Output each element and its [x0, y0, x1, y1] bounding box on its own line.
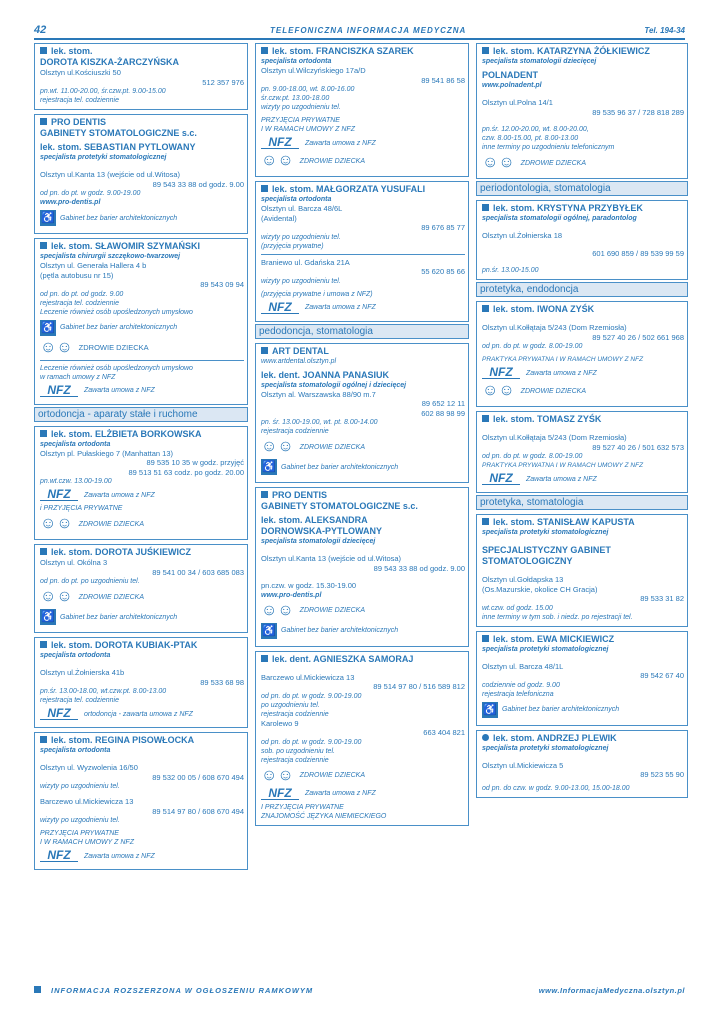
- listing-address-2: Barczewo ul.Mickiewicza 13: [40, 797, 134, 806]
- nfz-logo-icon: NFZ: [261, 137, 299, 149]
- listing-borkowska: [34, 426, 248, 541]
- listing-address: Olsztyn ul. Barcza 48/6L: [261, 204, 343, 213]
- kids-faces-icon: ☺☺: [40, 588, 73, 605]
- listing-phone-2: 602 88 98 99: [421, 408, 465, 418]
- listing-address: Olsztyn ul.Gołdapska 13: [482, 575, 564, 584]
- kids-health-label: ZDROWIE DZIECKA: [299, 607, 366, 614]
- nfz-logo-icon: NFZ: [482, 367, 520, 379]
- listing-address: Olsztyn ul.Kołłątaja 5/243 (Dom Rzemiosła): [482, 433, 627, 442]
- listing-language: ZNAJOMOŚĆ JĘZYKA NIEMIECKIEGO: [261, 812, 387, 820]
- listing-phone: 89 541 00 34 / 603 685 083: [152, 567, 244, 577]
- listing-phone: 89 542 67 40: [640, 671, 684, 680]
- listing-hours: od pn. do pt. w godz. 9.00-19.00: [40, 190, 141, 197]
- listing-registration: rejestracja codziennie: [261, 428, 329, 435]
- listing-phone: 89 676 85 77: [421, 223, 465, 232]
- listing-address-2: Karolewo 9: [261, 718, 299, 728]
- listing-private: I PRZYJĘCIA PRYWATNE: [261, 803, 344, 811]
- listing-phone: 89 533 31 82: [640, 594, 684, 603]
- nfz-contract-label: Zawarta umowa z NFZ: [305, 139, 376, 147]
- listing-address: Olsztyn pl. Pułaskiego 7 (Manhattan 13): [40, 448, 173, 458]
- bullet-square-icon: [482, 204, 489, 211]
- listing-specialty: specjalista chirurgii szczękowo-twarzowej: [40, 253, 181, 260]
- listing-note: Leczenie również osób upośledzonych umysłowo: [40, 308, 193, 316]
- wheelchair-icon: ♿: [41, 321, 55, 334]
- listing-title: lek. stom. SŁAWOMIR SZYMAŃSKI: [51, 241, 201, 251]
- section-header: protetyka, stomatologia: [476, 495, 688, 510]
- listing-registration: rejestracja tel. codziennie: [40, 299, 119, 307]
- listing-phone: 89 527 40 26 / 501 632 573: [592, 442, 684, 452]
- accessibility-note: Gabinet bez barier architektonicznych: [281, 463, 399, 471]
- listing-hours: pn. śr. 13.00-19.00, wt. pt. 8.00-14.00: [261, 419, 378, 426]
- listing-note: w ramach umowy z NFZ: [40, 373, 116, 381]
- nfz-contract-label: Zawarta umowa z NFZ: [305, 304, 376, 311]
- listing-hours: od pn. do pt. w godz. 8.00-19.00: [482, 343, 583, 350]
- listing-private: PRAKTYKA PRYWATNA I W RAMACH UMOWY Z NFZ: [482, 356, 644, 363]
- listing-plewik: [476, 730, 688, 798]
- bullet-square-icon: [34, 986, 41, 993]
- bullet-square-icon: [40, 548, 47, 555]
- header-phone: Tel. 194-34: [644, 26, 685, 35]
- listing-szymanski: [34, 238, 248, 405]
- listing-hours: od pn. do czw. w godz. 9.00-13.00, 15.00-18.00: [482, 784, 630, 792]
- listing-private-2: I W RAMACH UMOWY Z NFZ: [40, 839, 134, 846]
- listing-name: GABINETY STOMATOLOGICZNE s.c.: [40, 128, 197, 138]
- listing-registration: rejestracja tel. codziennie: [40, 97, 119, 104]
- kids-health-label: ZDROWIE DZIECKA: [299, 157, 366, 165]
- listing-pro-dentis-2: [255, 487, 469, 647]
- listing-phone-2: 89 513 51 63 codz. po godz. 20.00: [128, 467, 244, 477]
- bullet-square-icon: [40, 736, 47, 743]
- listing-visits: wizyty po uzgodnieniu tel.: [261, 233, 341, 241]
- listing-phone: 89 532 00 05 / 608 670 494: [152, 772, 244, 782]
- bullet-square-icon: [482, 415, 489, 422]
- nfz-contract-label: Zawarta umowa z NFZ: [84, 491, 155, 499]
- nfz-contract-label: Zawarta umowa z NFZ: [526, 475, 597, 483]
- listing-title: lek. stom. TOMASZ ZYŚK: [493, 414, 602, 424]
- listing-kubiak-ptak: [34, 637, 248, 728]
- listing-specialty: specjalista protetyki stomatologicznej: [40, 154, 167, 161]
- listing-address: Olsztyn ul.Kanta 13 (wejście od ul.Witosa): [261, 554, 402, 563]
- listing-zolkiewicz: [476, 43, 688, 179]
- listing-phone: 601 690 859 / 89 539 99 59: [592, 248, 684, 258]
- listing-note: Leczenie również osób upośledzonych umysłowo: [40, 364, 193, 372]
- kids-faces-icon: ☺☺: [261, 438, 294, 455]
- listing-specialty: specjalista ortodonta: [40, 652, 111, 659]
- listing-website[interactable]: www.polnadent.pl: [482, 82, 542, 89]
- kids-faces-icon: ☺☺: [482, 382, 515, 399]
- listing-hours: pn. 9.00-18.00, wt. 8.00-16.00: [261, 86, 355, 93]
- listing-website[interactable]: www.pro-dentis.pl: [40, 199, 101, 206]
- listing-address: Olsztyn ul.Kościuszki 50: [40, 68, 121, 77]
- nfz-contract-label: Zawarta umowa z NFZ: [305, 790, 376, 797]
- listing-title: lek. stom. MAŁGORZATA YUSUFALI: [272, 184, 426, 194]
- bullet-square-icon: [482, 518, 489, 525]
- kids-faces-icon: ☺☺: [482, 154, 515, 171]
- kids-health-label: ZDROWIE DZIECKA: [520, 387, 587, 395]
- bullet-square-icon: [261, 47, 268, 54]
- listing-samoraj: [255, 651, 469, 826]
- listing-specialty: specjalista stomatologii dziecięcej: [261, 538, 376, 545]
- nfz-logo-icon: NFZ: [40, 708, 78, 720]
- listing-title: lek. dent. AGNIESZKA SAMORAJ: [272, 653, 414, 664]
- bullet-square-icon: [40, 641, 47, 648]
- listing-phone: 89 535 96 37 / 728 818 289: [592, 107, 684, 117]
- listing-specialty: specjalista ortodonta: [261, 58, 332, 65]
- listing-website[interactable]: www.artdental.olsztyn.pl: [261, 357, 337, 365]
- kids-health-label: ZDROWIE DZIECKA: [78, 342, 149, 352]
- listing-address: Olsztyn ul.Żołnierska 41b: [40, 668, 125, 677]
- listing-saturday: sob. po uzgodnieniu tel.: [261, 747, 335, 755]
- nfz-logo-icon: NFZ: [482, 473, 520, 485]
- listing-szarek: [255, 43, 469, 177]
- listing-hours: pn.śr. 13.00-18.00, wt.czw.pt. 8.00-13.00: [40, 688, 167, 695]
- listing-specialty: specjalista protetyki stomatologicznej: [482, 529, 609, 536]
- listing-address-2: (pętla autobusu nr 15): [40, 270, 114, 280]
- listing-hours: od pn. do pt. w godz. 8.00-19.00: [482, 453, 583, 460]
- listing-registration: rejestracja codziennie: [261, 710, 329, 718]
- footer-note: INFORMACJA ROZSZERZONA W OGŁOSZENIU RAMKOWYM: [51, 986, 314, 995]
- listing-private: PRZYJĘCIA PRYWATNE: [261, 117, 340, 124]
- listing-pro-dentis-1: [34, 114, 248, 234]
- listing-specialty: specjalista protetyki stomatologicznej: [482, 645, 609, 653]
- listing-hours: pn.śr. 12.00-20.00, wt. 8.00-20.00,: [482, 126, 589, 133]
- listing-title: lek. stom. IWONA ZYŚK: [493, 304, 595, 314]
- listing-specialty: specjalista ortodonta: [40, 747, 111, 754]
- listing-hours-2: od pn. do pt. w godz. 9.00-19.00: [261, 738, 362, 746]
- listing-private-2: I W RAMACH UMOWY Z NFZ: [261, 126, 355, 133]
- listing-phone: 89 543 09 94: [200, 280, 244, 289]
- listing-title: lek. stom. ANDRZEJ PLEWIK: [493, 732, 617, 743]
- listing-doctor: lek. stom. ALEKSANDRA: [261, 515, 368, 525]
- nfz-logo-icon: NFZ: [40, 850, 78, 862]
- bullet-square-icon: [261, 491, 268, 498]
- listing-visits-2: wizyty po uzgodnieniu tel.: [261, 277, 341, 285]
- listing-hours-2: inne terminy w tym sob. i niedz. po rejestracji tel.: [482, 613, 633, 621]
- listing-title: lek. stom. KRYSTYNA PRZYBYŁEK: [493, 203, 643, 213]
- listing-private: i PRZYJĘCIA PRYWATNE: [40, 505, 123, 512]
- listing-hours: pn.wt.czw. 13.00-19.00: [40, 478, 112, 485]
- listing-address-2: (Os.Mazurskie, okolice CH Gracja): [482, 584, 598, 594]
- nfz-logo-icon: NFZ: [261, 788, 299, 800]
- section-header: ortodoncja - aparaty stałe i ruchome: [34, 407, 248, 422]
- listing-juskiewicz: [34, 544, 248, 633]
- listing-title: PRO DENTIS: [51, 117, 107, 127]
- section-header: protetyka, endodoncja: [476, 282, 688, 297]
- listing-brand: SPECJALISTYCZNY GABINET: [482, 545, 611, 555]
- listing-title: lek. stom. STANISŁAW KAPUSTA: [493, 517, 635, 527]
- listing-private: PRZYJĘCIA PRYWATNE: [40, 830, 119, 837]
- listing-kapusta: [476, 514, 688, 627]
- listing-specialty: specjalista protetyki stomatologicznej: [482, 744, 609, 752]
- listing-private-2: (przyjęcia prywatne i umowa z NFZ): [261, 290, 373, 298]
- listing-address-3: Braniewo ul. Gdańska 21A: [261, 257, 350, 267]
- listing-hours-2: wizyty po uzgodnieniu tel.: [40, 817, 120, 824]
- section-header: periodontologia, stomatologia: [476, 181, 688, 196]
- listing-title: lek. stom. ELŻBIETA BORKOWSKA: [51, 428, 202, 439]
- listing-private: (przyjęcia prywatne): [261, 242, 324, 250]
- wheelchair-icon: ♿: [41, 212, 55, 224]
- bullet-circle-icon: [482, 734, 489, 741]
- listing-visits: po uzgodnieniu tel.: [261, 701, 320, 709]
- listing-private: PRAKTYKA PRYWATNA I W RAMACH UMOWY Z NFZ: [482, 462, 644, 469]
- bullet-square-icon: [40, 430, 47, 437]
- listing-kiszka: [34, 43, 248, 110]
- listing-doctor-2: DORNOWSKA-PYTLOWANY: [261, 526, 382, 536]
- listing-title: lek. stom. FRANCISZKA SZAREK: [272, 46, 414, 56]
- listing-art-dental: [255, 343, 469, 484]
- column-3: [476, 43, 688, 802]
- nfz-contract-label: Zawarta umowa z NFZ: [84, 852, 155, 860]
- wheelchair-icon: ♿: [483, 703, 497, 716]
- listing-title: lek. stom.: [51, 46, 93, 56]
- listing-address: Olsztyn ul. Generała Hallera 4 b: [40, 261, 147, 270]
- kids-faces-icon: ☺☺: [40, 338, 73, 356]
- header-divider: [34, 38, 685, 40]
- listing-address: Olsztyn al. Warszawska 88/90 m.7: [261, 389, 376, 399]
- wheelchair-icon: ♿: [262, 624, 276, 637]
- listing-registration: rejestracja telefoniczna: [482, 690, 554, 698]
- kids-health-label: ZDROWIE DZIECKA: [299, 772, 366, 779]
- bullet-square-icon: [261, 655, 268, 662]
- listing-phone: 89 535 10 35 w godz. przyjęć: [146, 458, 244, 467]
- listing-website[interactable]: www.pro-dentis.pl: [261, 591, 322, 599]
- bullet-square-icon: [40, 47, 47, 54]
- bullet-square-icon: [482, 305, 489, 312]
- listing-title: lek. stom. DOROTA KUBIAK-PTAK: [51, 640, 198, 650]
- nfz-logo-icon: NFZ: [40, 489, 78, 501]
- listing-brand: POLNADENT: [482, 70, 538, 80]
- listing-address: Olsztyn ul.Kanta 13 (wejście od ul.Witosa): [40, 170, 181, 179]
- wheelchair-icon: ♿: [262, 461, 276, 473]
- nfz-contract-label: ortodoncja - zawarta umowa z NFZ: [84, 710, 193, 718]
- nfz-contract-label: Zawarta umowa z NFZ: [84, 387, 155, 394]
- listing-address: Olsztyn ul.Mickiewicza 5: [482, 760, 564, 770]
- listing-address: Olsztyn ul. Wyzwolenia 16/50: [40, 763, 138, 772]
- listing-title: lek. stom. DOROTA JUŚKIEWICZ: [51, 547, 192, 557]
- listing-specialty: specjalista stomatologii dziecięcej: [482, 58, 597, 65]
- kids-faces-icon: ☺☺: [40, 515, 73, 532]
- listing-phone: 89 533 68 98: [200, 677, 244, 687]
- kids-faces-icon: ☺☺: [261, 152, 294, 169]
- listing-address: Olsztyn ul.Wilczyńskiego 17a/D: [261, 66, 366, 75]
- listing-phone-2: 89 514 97 80 / 608 670 494: [152, 806, 244, 816]
- kids-health-label: ZDROWIE DZIECKA: [299, 443, 366, 451]
- listing-registration-2: rejestracja codziennie: [261, 756, 329, 764]
- nfz-logo-icon: NFZ: [40, 385, 78, 397]
- bullet-square-icon: [482, 635, 489, 642]
- footer-website[interactable]: www.InformacjaMedyczna.olsztyn.pl: [538, 986, 685, 995]
- listing-hours: pn.czw. w godz. 15.30-19.00: [261, 581, 357, 590]
- listing-specialty: specjalista stomatologii ogólnej i dziecięcej: [261, 381, 407, 389]
- listing-address: Olsztyn ul.Żołnierska 18: [482, 231, 563, 240]
- listing-phone: 89 541 86 58: [421, 75, 465, 85]
- listing-name: DOROTA KISZKA-ŻARCZYŃSKA: [40, 57, 179, 67]
- accessibility-note: Gabinet bez barier architektonicznych: [281, 627, 399, 634]
- column-2: [255, 43, 469, 830]
- listing-yusufali: [255, 181, 469, 322]
- section-header: pedodoncja, stomatologia: [255, 324, 469, 339]
- listing-hours: od pn. do pt. od godz. 9.00: [40, 290, 124, 298]
- kids-health-label: ZDROWIE DZIECKA: [78, 520, 145, 528]
- accessibility-note: Gabinet bez barier architektonicznych: [60, 214, 178, 222]
- column-1: [34, 43, 248, 874]
- listing-phone: 89 543 33 88 od godz. 9.00: [373, 563, 465, 573]
- listing-hours: pn.śr. 13.00-15.00: [482, 267, 539, 274]
- page-number: 42: [34, 24, 47, 36]
- listing-phone: 89 523 55 90: [640, 770, 684, 779]
- accessibility-note: Gabinet bez barier architektonicznych: [60, 613, 178, 621]
- listing-hours: pn.wt. 11.00-20.00, śr.czw.pt. 9.00-15.00: [40, 88, 166, 95]
- listing-hours: wizyty po uzgodnieniu tel.: [40, 783, 120, 790]
- listing-specialty: specjalista ortodonta: [40, 440, 111, 448]
- listing-phone: 89 543 33 88 od godz. 9.00: [152, 179, 244, 189]
- listing-hours: codziennie od godz. 9.00: [482, 681, 560, 689]
- listing-hours: wt.czw. od godz. 15.00: [482, 604, 553, 612]
- listing-brand-2: STOMATOLOGICZNY: [482, 556, 573, 566]
- listing-visits: wizyty po uzgodnieniu tel.: [261, 104, 341, 111]
- listing-hours: od pn. do pt. w godz. 9.00-19.00: [261, 692, 362, 700]
- kids-faces-icon: ☺☺: [261, 766, 294, 784]
- listing-address: Barczewo ul.Mickiewicza 13: [261, 672, 355, 682]
- listing-address: Olsztyn ul.Polna 14/1: [482, 98, 553, 107]
- bullet-square-icon: [40, 242, 47, 249]
- accessibility-note: Gabinet bez barier architektonicznych: [502, 706, 620, 713]
- listing-hours-2: śr.czw.pt. 13.00-18.00: [261, 95, 330, 102]
- bullet-square-icon: [261, 347, 268, 354]
- listing-doctor: lek. dent. JOANNA PANASIUK: [261, 369, 390, 380]
- listing-address: Olsztyn ul.Kołłątaja 5/243 (Dom Rzemiosła): [482, 323, 627, 332]
- listing-registration: rejestracja tel. codziennie: [40, 697, 119, 704]
- listing-address-2: (Avidental): [261, 213, 297, 223]
- kids-health-label: ZDROWIE DZIECKA: [520, 159, 587, 167]
- bullet-square-icon: [261, 185, 268, 192]
- listing-tomasz-zysk: [476, 411, 688, 493]
- accessibility-note: Gabinet bez barier architektonicznych: [60, 324, 178, 331]
- kids-faces-icon: ☺☺: [261, 601, 294, 619]
- listing-phone-2: 55 620 85 66: [421, 267, 465, 276]
- listing-phone: 89 652 12 11: [421, 399, 465, 408]
- listing-iwona-zysk: [476, 301, 688, 407]
- nfz-logo-icon: NFZ: [261, 302, 299, 314]
- listing-phone: 89 527 40 26 / 502 661 968: [592, 332, 684, 342]
- listing-phone: 89 514 97 80 / 516 589 812: [373, 682, 465, 691]
- listing-address: Olsztyn ul. Okólna 3: [40, 558, 108, 567]
- listing-phone: 512 357 976: [202, 77, 244, 87]
- listing-hours-3: inne terminy po uzgodnieniu telefonicznym: [482, 144, 615, 151]
- listing-phone-2: 663 404 821: [423, 728, 465, 737]
- listing-title: PRO DENTIS: [272, 490, 328, 500]
- listing-address: Olsztyn ul. Barcza 48/1L: [482, 661, 564, 671]
- listing-specialty: specjalista stomatologii ogólnej, paradontolog: [482, 215, 637, 222]
- listing-specialty: specjalista ortodonta: [261, 196, 332, 203]
- kids-health-label: ZDROWIE DZIECKA: [78, 593, 145, 601]
- listing-title: lek. stom. REGINA PISOWŁOCKA: [51, 735, 195, 745]
- listing-title: ART DENTAL: [272, 345, 329, 356]
- listing-hours: od pn. do pt. po uzgodnieniu tel.: [40, 578, 140, 585]
- nfz-contract-label: Zawarta umowa z NFZ: [526, 369, 597, 377]
- listing-przybylek: [476, 200, 688, 280]
- bullet-square-icon: [40, 118, 47, 125]
- page-title: TELEFONICZNA INFORMACJA MEDYCZNA: [270, 26, 467, 35]
- bullet-square-icon: [482, 47, 489, 54]
- listing-title: lek. stom. EWA MICKIEWICZ: [493, 633, 615, 644]
- listing-title: lek. stom. KATARZYNA ŻÓŁKIEWICZ: [493, 46, 650, 56]
- listing-hours-2: czw. 8.00-15.00, pt. 8.00-13.00: [482, 135, 579, 142]
- listing-pisowlocka: [34, 732, 248, 870]
- listing-name: GABINETY STOMATOLOGICZNE s.c.: [261, 501, 418, 511]
- page-header: [34, 24, 685, 38]
- listing-mickiewicz: [476, 631, 688, 726]
- listing-doctor: lek. stom. SEBASTIAN PYTLOWANY: [40, 142, 196, 152]
- wheelchair-icon: ♿: [41, 611, 55, 623]
